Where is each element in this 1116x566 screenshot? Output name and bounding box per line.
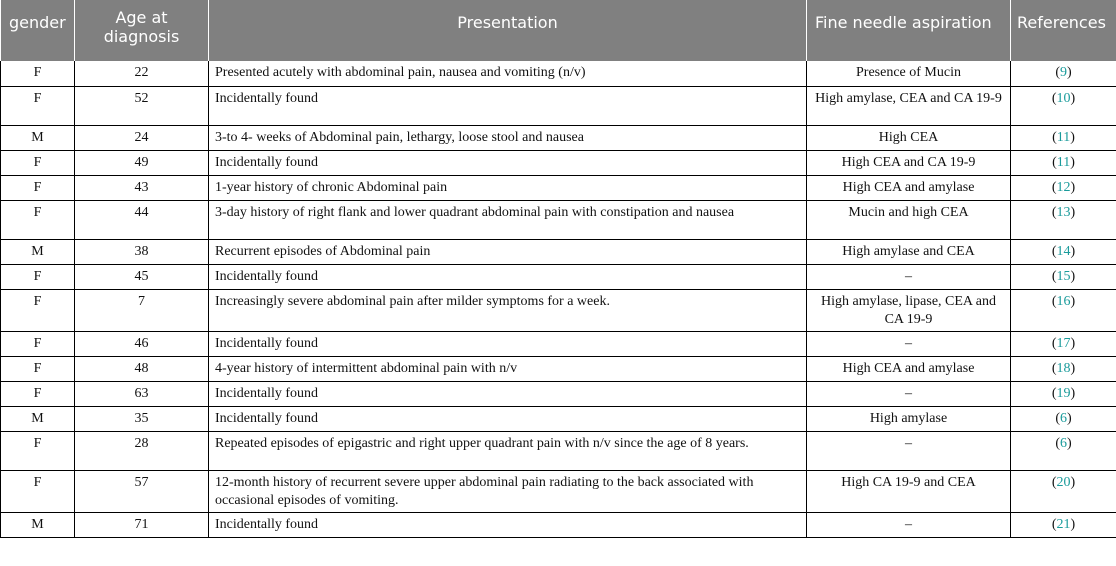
reference-link[interactable]: 21 [1056,516,1071,532]
cell-age: 45 [75,264,209,289]
cell-gender: F [1,86,75,125]
cell-presentation: Increasingly severe abdominal pain after milder symptoms for a week. [209,289,807,331]
cell-gender: F [1,175,75,200]
cell-gender: F [1,150,75,175]
reference-link[interactable]: 6 [1060,435,1067,451]
header-presentation: Presentation [209,0,807,61]
cell-age: 38 [75,239,209,264]
cell-fna: – [807,381,1011,406]
table-row [1,150,1116,175]
table-row [1,406,1116,431]
cell-age: 43 [75,175,209,200]
cell-fna: High amylase, CEA and CA 19-9 [807,86,1011,125]
cell-presentation: 3-to 4- weeks of Abdominal pain, lethargy, loose stool and nausea [209,125,807,150]
table-row [1,61,1116,86]
table-row [1,264,1116,289]
table-row [1,239,1116,264]
cell-gender: F [1,61,75,86]
table-row [1,381,1116,406]
cell-reference: (21) [1011,512,1116,537]
cell-fna: High CA 19-9 and CEA [807,470,1011,512]
table-row [1,289,1116,331]
cell-reference: (14) [1011,239,1116,264]
cell-reference: (17) [1011,331,1116,356]
cell-gender: M [1,406,75,431]
table-row [1,125,1116,150]
table-row [1,200,1116,239]
table-row [1,175,1116,200]
reference-link[interactable]: 16 [1056,293,1071,309]
table-row [1,470,1116,512]
cell-fna: High amylase, lipase, CEA and CA 19-9 [807,289,1011,331]
cell-gender: F [1,331,75,356]
cell-age: 52 [75,86,209,125]
cell-age: 63 [75,381,209,406]
reference-link[interactable]: 19 [1056,385,1071,401]
table-header [1,0,1116,61]
cell-age: 57 [75,470,209,512]
cell-fna: High CEA and CA 19-9 [807,150,1011,175]
cell-presentation: 3-day history of right flank and lower quadrant abdominal pain with constipation and nausea [209,200,807,239]
cell-fna: High CEA [807,125,1011,150]
cell-presentation: Incidentally found [209,150,807,175]
header-gender: gender [1,0,75,61]
cell-gender: F [1,470,75,512]
cell-fna: Presence of Mucin [807,61,1011,86]
reference-link[interactable]: 20 [1056,474,1071,490]
reference-link[interactable]: 12 [1056,179,1071,195]
reference-link[interactable]: 14 [1056,243,1071,259]
cell-gender: F [1,200,75,239]
table-row [1,356,1116,381]
cell-age: 28 [75,431,209,470]
cell-presentation: Incidentally found [209,381,807,406]
cell-reference: (20) [1011,470,1116,512]
table-body [1,61,1116,537]
cell-presentation: Incidentally found [209,406,807,431]
cell-reference: (15) [1011,264,1116,289]
reference-link[interactable]: 9 [1060,65,1067,80]
cell-fna: – [807,431,1011,470]
cell-age: 46 [75,331,209,356]
header-fna: Fine needle aspiration [807,0,1011,61]
cell-presentation: 4-year history of intermittent abdominal pain with n/v [209,356,807,381]
cell-reference: (12) [1011,175,1116,200]
cell-reference: (11) [1011,150,1116,175]
cell-presentation: Incidentally found [209,86,807,125]
cell-presentation: Recurrent episodes of Abdominal pain [209,239,807,264]
cell-reference: (16) [1011,289,1116,331]
cell-presentation: Incidentally found [209,512,807,537]
reference-link[interactable]: 13 [1056,204,1071,220]
cell-gender: F [1,356,75,381]
cell-reference: (6) [1011,431,1116,470]
cell-gender: F [1,264,75,289]
cell-presentation: Presented acutely with abdominal pain, nausea and vomiting (n/v) [209,61,807,86]
cell-presentation: 1-year history of chronic Abdominal pain [209,175,807,200]
cell-age: 22 [75,61,209,86]
cell-reference: (13) [1011,200,1116,239]
cell-presentation: Repeated episodes of epigastric and right upper quadrant pain with n/v since the age of 8 years. [209,431,807,470]
table-row [1,331,1116,356]
cell-reference: (11) [1011,125,1116,150]
table-row [1,512,1116,537]
cell-fna: High amylase and CEA [807,239,1011,264]
cell-reference: (19) [1011,381,1116,406]
cell-gender: F [1,431,75,470]
cell-fna: – [807,331,1011,356]
reference-link[interactable]: 11 [1056,129,1071,145]
cell-gender: F [1,289,75,331]
table-row [1,431,1116,470]
cell-presentation: 12-month history of recurrent severe upper abdominal pain radiating to the back associated with occasional episodes of vomiting. [209,470,807,512]
cell-age: 24 [75,125,209,150]
cell-fna: High CEA and amylase [807,175,1011,200]
cell-gender: M [1,125,75,150]
reference-link[interactable]: 10 [1056,90,1071,106]
cell-age: 7 [75,289,209,331]
cell-age: 49 [75,150,209,175]
cell-fna: Mucin and high CEA [807,200,1011,239]
cell-gender: M [1,239,75,264]
cell-age: 48 [75,356,209,381]
cell-reference: (18) [1011,356,1116,381]
cell-gender: M [1,512,75,537]
cell-fna: High CEA and amylase [807,356,1011,381]
cell-reference: (10) [1011,86,1116,125]
cell-fna: High amylase [807,406,1011,431]
cell-age: 71 [75,512,209,537]
header-age: Age at diagnosis [75,0,209,61]
reference-link[interactable]: 15 [1056,268,1071,284]
cell-reference: (6) [1011,406,1116,431]
cell-fna: – [807,264,1011,289]
cell-age: 35 [75,406,209,431]
cell-age: 44 [75,200,209,239]
header-references: References [1011,0,1116,61]
reference-link[interactable]: 18 [1056,360,1071,376]
cell-presentation: Incidentally found [209,264,807,289]
reference-link[interactable]: 6 [1060,410,1067,426]
reference-link[interactable]: 11 [1056,154,1071,170]
reference-link[interactable]: 17 [1056,335,1071,351]
cell-fna: – [807,512,1011,537]
cell-reference: (9) [1011,61,1116,86]
cell-presentation: Incidentally found [209,331,807,356]
table-row [1,86,1116,125]
cell-gender: F [1,381,75,406]
